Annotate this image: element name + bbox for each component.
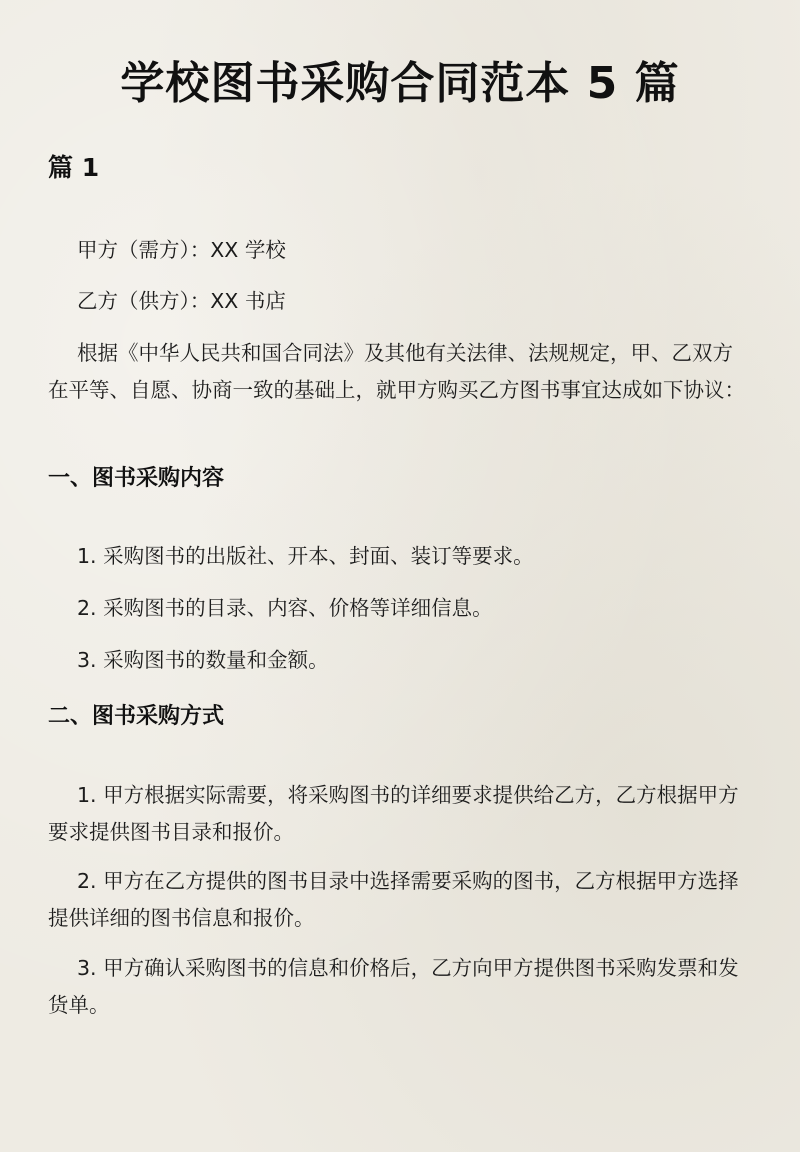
party-b-line: 乙方（供方）：XX 书店 (77, 289, 286, 313)
method-item-2: 2. 甲方在乙方提供的图书目录中选择需要采购的图书，乙方根据甲方选择提供详细的图书信息和报价。 (48, 869, 739, 930)
content-item-1: 1. 采购图书的出版社、开本、封面、装订等要求。 (77, 544, 534, 568)
part-heading: 篇 1 (48, 153, 100, 182)
content-item-2: 2. 采购图书的目录、内容、价格等详细信息。 (77, 596, 493, 620)
preamble-paragraph: 根据《中华人民共和国合同法》及其他有关法律、法规规定，甲、乙双方在平等、自愿、协商一致的基础上，就甲方购买乙方图书事宜达成如下协议： (48, 341, 745, 402)
method-item-3: 3. 甲方确认采购图书的信息和价格后，乙方向甲方提供图书采购发票和发货单。 (48, 956, 739, 1017)
section-heading-content: 一、图书采购内容 (48, 466, 225, 491)
section-heading-method: 二、图书采购方式 (48, 704, 225, 729)
content-item-3: 3. 采购图书的数量和金额。 (77, 648, 329, 672)
party-a-line: 甲方（需方）：XX 学校 (77, 238, 286, 262)
method-item-1: 1. 甲方根据实际需要，将采购图书的详细要求提供给乙方，乙方根据甲方要求提供图书目录和报价。 (48, 783, 739, 844)
document-title: 学校图书采购合同范本 5 篇 (120, 58, 680, 109)
